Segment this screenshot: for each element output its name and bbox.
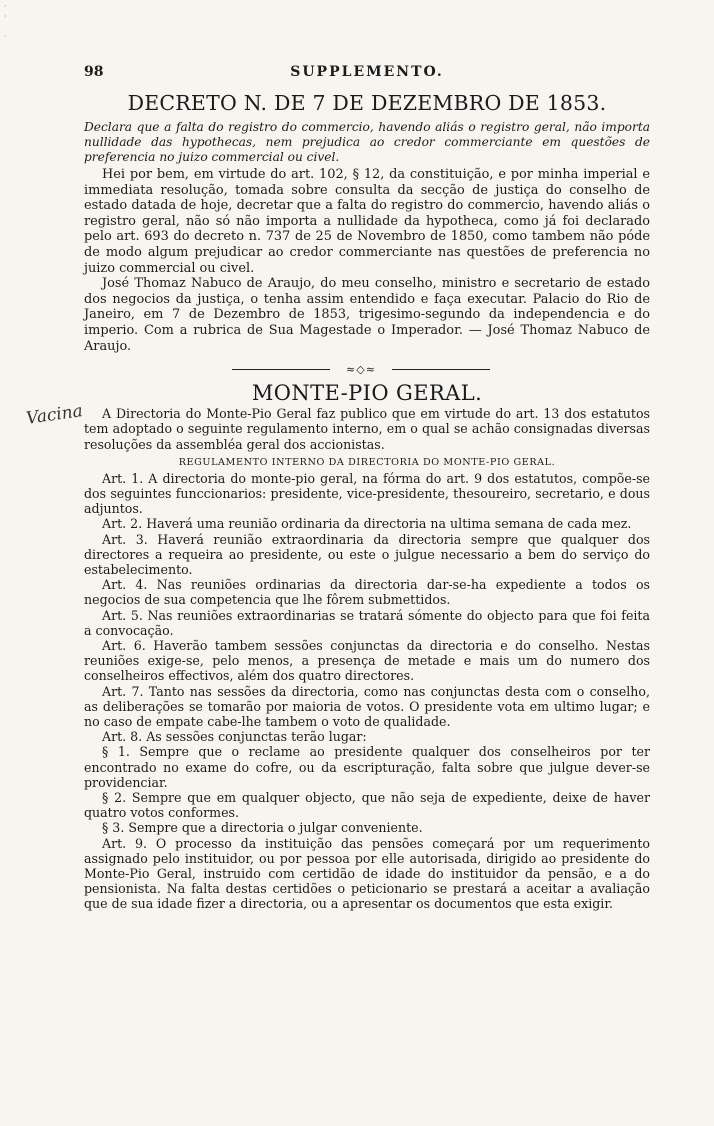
decree-body — [84, 167, 650, 354]
page-header — [84, 64, 650, 84]
article: § 3. Sempre que a directoria o julgar conveniente. — [102, 820, 423, 836]
article: Art. 4. Nas reuniões ordinarias da directoria dar-se-ha expediente a todos os negocios de sua competencia que lhe fôrem submettidos. — [84, 577, 650, 608]
montepio-title: MONTE-PIO GERAL. — [251, 381, 483, 406]
page-number: 98 — [84, 64, 104, 80]
regulation-heading: REGULAMENTO INTERNO DA DIRECTORIA DO MONTE-PIO GERAL. — [178, 456, 556, 468]
article: Art. 1. A directoria do monte-pio geral, na fórma do art. 9 dos estatutos, compõe-se dos seguintes funccionarios: presidente, vice-presidente, thesoureiro, secretario, e dous adjuntos. — [84, 470, 650, 517]
article: Art. 7. Tanto nas sessões da directoria, como nas conjunctas desta com o conselho, as deliberações se tomarão por maioria de votos. O presidente vota em ultimo lugar; e no caso de empate cabe-lhe tambem o voto de qualidade. — [84, 683, 650, 729]
decree-paragraph: José Thomaz Nabuco de Araujo, do meu conselho, ministro e secretario de estado dos negocios da justiça, o tenha assim entendido e faça executar. Palacio do Rio de Janeiro, em 7 de Dezembro de 1853, trigesimo-segundo da independencia e do imperio. Com a rubrica de Sua Magestade o Imperador. — José Thomaz Nabuco de Araujo. — [84, 276, 650, 354]
decree-paragraph: Hei por bem, em virtude do art. 102, § 12, da constituição, e por minha imperial e immediata resolução, tomada sobre consulta da secção de justiça do conselho de estado datada de hoje, decretar que a falta do registro do commercio, havendo aliás o registro geral, não só não importa a nullidade da hypotheca, como já foi declarado pelo art. 693 do decreto n. 737 de 25 de Novembro de 1850, como tambem não póde de modo algum prejudicar ao credor commerciante nas questões de preferencia no juizo commercial ou civel. — [84, 167, 650, 276]
page — [84, 64, 650, 912]
handwritten-annotation: Vacina — [24, 401, 85, 429]
margin-specks: · · · — [4, 2, 7, 41]
article: § 2. Sempre que em qualquer objecto, que não seja de expediente, deixe de haver quatro votos conformes. — [84, 790, 650, 821]
article: Art. 8. As sessões conjunctas terão lugar: — [102, 729, 367, 745]
article: Art. 2. Haverá uma reunião ordinaria da directoria na ultima semana de cada mez. — [102, 516, 632, 532]
article: Art. 3. Haverá reunião extraordinaria da directoria sempre que qualquer dos directores a requeira ao presidente, ou este o julgue necessario a bem do serviço do estabelecimento. — [84, 531, 650, 577]
article: Art. 9. O processo da instituição das pensões começará por um requerimento assignado pelo instituidor, ou por pessoa por elle autorisada, dirigido ao presidente do Monte-Pio Geral, instruido com certidão de idade do instituidor da pensão, e a do pensionista. Na falta destas certidões o peticionario se prestará a aceitar a avaliação que de sua idade fizer a directoria, ou a apresentar os documentos que esta exigir. — [84, 835, 650, 912]
section-divider — [84, 362, 650, 378]
article: Art. 6. Haverão tambem sessões conjunctas da directoria e do conselho. Nestas reuniões exige-se, pelo menos, a presença de metade e mais um do numero dos conselheiros effectivos, além dos quatro directores. — [84, 637, 650, 684]
article: Art. 5. Nas reuniões extraordinarias se tratará sómente do objecto para que foi feita a convocação. — [84, 607, 650, 638]
montepio-body — [84, 406, 650, 912]
decree-title: DECRETO N. DE 7 DE DEZEMBRO DE 1853. — [127, 91, 607, 115]
article: § 1. Sempre que o reclame ao presidente qualquer dos conselheiros por ter encontrado no exame do cofre, ou da escripturação, falta sobre que julgue dever-se providenciar. — [84, 744, 650, 790]
divider-ornament-icon: ≈◇≈ — [330, 362, 392, 378]
decree-subtitle: Declara que a falta do registro do commercio, havendo aliás o registro geral, não importa nullidade das hypothecas, nem prejudica ao credor commerciante em questões de preferencia no juizo commercial ou civel. — [84, 120, 650, 164]
montepio-intro: A Directoria do Monte-Pio Geral faz publico que em virtude do art. 13 dos estatutos tem adoptado o seguinte regulamento interno, em o qual se achão consignadas diversas resoluções da assembléa geral dos accionistas. — [84, 406, 650, 452]
running-title: SUPPLEMENTO. — [290, 64, 444, 80]
